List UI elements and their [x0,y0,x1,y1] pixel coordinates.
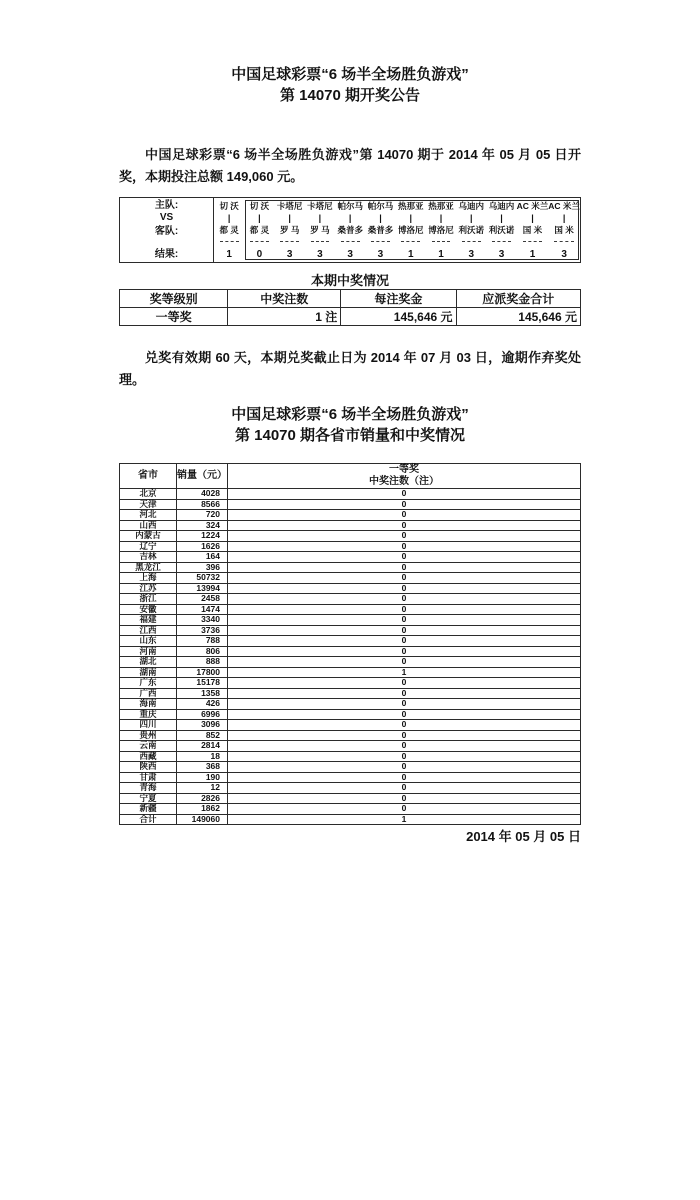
match-cell-result: 3 [468,249,475,260]
province-name-cell: 广西 [120,688,177,699]
match-cell-away: 都 灵 [249,225,270,235]
sales-amount-cell: 2814 [177,741,228,752]
sales-amount-cell: 1626 [177,541,228,552]
province-sales-table [119,463,581,825]
sales-amount-cell: 852 [177,730,228,741]
win-count-cell: 0 [228,510,581,521]
table-row [120,762,581,773]
prize-header-amount: 每注奖金 [341,290,456,308]
match-cell-vs: | [379,213,382,223]
sales-amount-cell: 164 [177,552,228,563]
prize-header-total: 应派奖金合计 [456,290,580,308]
match-cell-home: AC 米兰 [516,201,549,211]
win-count-cell: 0 [228,489,581,500]
sales-amount-cell: 1862 [177,804,228,815]
win-count-cell: 0 [228,499,581,510]
province-name-cell: 重庆 [120,709,177,720]
match-column [396,198,426,262]
table-row [120,657,581,668]
win-count-cell: 0 [228,531,581,542]
match-column [365,198,395,262]
sales-amount-cell: 12 [177,783,228,794]
row-label-away: 客队: [154,226,179,237]
win-count-cell: 0 [228,583,581,594]
redeem-notice-paragraph: 兑奖有效期 60 天，本期兑奖截止日为 2014 年 07 月 03 日，逾期作弃奖处理。 [119,350,581,387]
province-name-cell: 宁夏 [120,793,177,804]
match-cell-dash [492,241,511,248]
match-cell-home: 热那亚 [428,201,454,211]
win-count-cell: 0 [228,636,581,647]
sales-amount-cell: 2826 [177,793,228,804]
match-cell-vs: | [258,213,261,223]
match-cell-vs: | [469,213,473,223]
match-cell-home: 卡塔尼 [276,201,303,211]
match-cell-home: 卡塔尼 [307,201,333,211]
table-row [120,793,581,804]
table-row [120,604,581,615]
win-count-cell: 0 [228,709,581,720]
province-name-cell: 合计 [120,814,177,825]
province-name-cell: 新疆 [120,804,177,815]
match-cell-vs: | [439,213,443,223]
match-cell-result: 1 [226,249,232,260]
sales-amount-cell: 6996 [177,709,228,720]
win-count-cell: 1 [228,667,581,678]
match-cell-home: AC 米兰 [548,201,580,211]
province-name-cell: 河南 [120,646,177,657]
province-table-body [120,489,581,825]
match-cell-away: 国 米 [554,225,574,235]
match-cell-vs: | [531,213,534,223]
province-name-cell: 福建 [120,615,177,626]
match-cell-result: 3 [317,249,323,260]
province-name-cell: 云南 [120,741,177,752]
province-name-cell: 西藏 [120,751,177,762]
match-column [486,198,516,262]
match-cell-vs: | [288,213,291,223]
prize-header-count: 中奖注数 [228,290,341,308]
province-section-title [119,404,581,446]
match-cell-result: 1 [407,249,414,260]
table-row [120,510,581,521]
match-cell-home: 帕尔马 [337,201,363,211]
prize-table [119,289,581,326]
prize-level-cell: 一等奖 [120,308,228,326]
match-column [335,198,365,262]
win-count-cell: 0 [228,762,581,773]
sales-amount-cell: 149060 [177,814,228,825]
table-row [120,699,581,710]
province-header-name: 省市 [120,464,177,489]
match-cell-dash [341,241,360,248]
announcement-title-line1: 中国足球彩票“6 场半全场胜负游戏” [231,66,469,83]
table-row [120,741,581,752]
table-row [120,814,581,825]
win-count-cell: 1 [228,814,581,825]
sales-amount-cell: 368 [177,762,228,773]
match-cell-dash [554,241,574,248]
match-column [548,198,580,262]
table-row [120,720,581,731]
sales-amount-cell: 324 [177,520,228,531]
sales-amount-cell: 1474 [177,604,228,615]
prize-header-row [120,290,581,308]
province-name-cell: 广东 [120,678,177,689]
match-cell-result: 3 [286,249,293,260]
province-name-cell: 湖南 [120,667,177,678]
match-cell-result: 3 [561,249,567,260]
province-name-cell: 辽宁 [120,541,177,552]
table-row [120,520,581,531]
win-count-cell: 0 [228,688,581,699]
province-name-cell: 黑龙江 [120,562,177,573]
match-cell-home: 切 沃 [219,201,239,211]
document-body [119,0,581,846]
match-cell-result: 3 [377,249,384,260]
table-row [120,678,581,689]
match-column [426,198,456,262]
table-row [120,541,581,552]
table-row [120,562,581,573]
sales-amount-cell: 888 [177,657,228,668]
sales-amount-cell: 806 [177,646,228,657]
match-column [305,198,335,262]
match-cell-dash [250,241,269,248]
sales-amount-cell: 1224 [177,531,228,542]
table-row [120,625,581,636]
match-column [244,198,274,262]
province-name-cell: 山西 [120,520,177,531]
province-name-cell: 陕西 [120,762,177,773]
province-name-cell: 湖北 [120,657,177,668]
match-cell-dash [523,241,543,248]
province-header-prize-detail: 中奖注数（注） [369,476,439,487]
match-cell-result: 1 [438,249,444,260]
win-count-cell: 0 [228,741,581,752]
province-name-cell: 安徽 [120,604,177,615]
match-cell-result: 3 [347,249,353,260]
win-count-cell: 0 [228,657,581,668]
match-cell-vs: | [562,213,566,223]
match-cell-dash [280,241,299,248]
prize-amount-cell: 145,646 元 [341,308,456,326]
win-count-cell: 0 [228,552,581,563]
match-cell-away: 罗 马 [279,225,300,235]
match-cell-away: 都 灵 [219,225,239,235]
table-row [120,730,581,741]
win-count-cell: 0 [228,751,581,762]
announcement-title-line2: 第 14070 期开奖公告 [279,87,421,104]
win-count-cell: 0 [228,625,581,636]
win-count-cell: 0 [228,678,581,689]
province-header-row [120,464,581,489]
province-name-cell: 海南 [120,699,177,710]
table-row [120,552,581,563]
province-name-cell: 山东 [120,636,177,647]
match-cell-vs: | [227,213,231,223]
match-cell-result: 0 [256,249,263,260]
match-cell-dash [462,241,481,248]
table-row [120,594,581,605]
province-name-cell: 北京 [120,489,177,500]
province-name-cell: 吉林 [120,552,177,563]
table-row [120,804,581,815]
row-label-spacer [120,239,213,247]
sales-amount-cell: 18 [177,751,228,762]
match-cell-away: 利沃诺 [488,225,515,235]
win-count-cell: 0 [228,562,581,573]
match-cell-vs: | [409,213,412,223]
province-title-line1: 中国足球彩票“6 场半全场胜负游戏” [231,406,469,423]
match-cell-vs: | [348,213,352,223]
match-cell-away: 博洛尼 [428,225,454,235]
match-columns [214,198,580,262]
win-count-cell: 0 [228,699,581,710]
sales-amount-cell: 788 [177,636,228,647]
match-cell-away: 利沃诺 [458,225,485,235]
match-cell-dash [220,241,239,248]
province-header-prize [228,464,581,489]
match-cell-home: 帕尔马 [367,201,394,211]
table-row [120,688,581,699]
win-count-cell: 0 [228,720,581,731]
win-count-cell: 0 [228,793,581,804]
match-column [275,198,305,262]
win-count-cell: 0 [228,541,581,552]
province-title-line2: 第 14070 期各省市销量和中奖情况 [234,427,466,444]
match-cell-result: 3 [498,249,505,260]
match-cell-away: 国 米 [522,225,543,235]
sales-amount-cell: 2458 [177,594,228,605]
sales-amount-cell: 4028 [177,489,228,500]
sales-amount-cell: 17800 [177,667,228,678]
sales-amount-cell: 13994 [177,583,228,594]
province-name-cell: 上海 [120,573,177,584]
table-row [120,667,581,678]
sales-amount-cell: 720 [177,510,228,521]
win-count-cell: 0 [228,594,581,605]
province-header-sales: 销量（元） [177,464,228,489]
win-count-cell: 0 [228,520,581,531]
province-name-cell: 河北 [120,510,177,521]
match-cell-dash [371,241,390,248]
win-count-cell: 0 [228,772,581,783]
match-cell-dash [401,241,420,248]
province-name-cell: 内蒙古 [120,531,177,542]
win-count-cell: 0 [228,804,581,815]
match-cell-dash [432,241,451,248]
table-row [120,489,581,500]
sales-amount-cell: 190 [177,772,228,783]
table-row [120,499,581,510]
prize-total-cell: 145,646 元 [456,308,580,326]
win-count-cell: 0 [228,646,581,657]
match-column [214,198,244,262]
province-name-cell: 天津 [120,499,177,510]
sales-amount-cell: 3736 [177,625,228,636]
table-row [120,615,581,626]
match-cell-vs: | [500,213,503,223]
table-row [120,573,581,584]
sales-amount-cell: 396 [177,562,228,573]
province-name-cell: 甘肃 [120,772,177,783]
match-cell-home: 热那亚 [397,201,424,211]
win-count-cell: 0 [228,604,581,615]
match-cell-away: 桑普多 [337,225,363,235]
province-name-cell: 四川 [120,720,177,731]
match-cell-result: 1 [529,249,536,260]
prize-table-title: 本期中奖情况 [310,273,389,288]
row-label-home: 主队: [154,200,179,211]
prize-header-level: 奖等级别 [120,290,228,308]
announcement-title [119,64,581,106]
prize-data-row [120,308,581,326]
win-count-cell: 0 [228,730,581,741]
match-cell-home: 乌迪内 [458,201,485,211]
win-count-cell: 0 [228,615,581,626]
province-name-cell: 江西 [120,625,177,636]
match-cell-away: 桑普多 [367,225,394,235]
win-count-cell: 0 [228,573,581,584]
province-name-cell: 青海 [120,783,177,794]
province-name-cell: 贵州 [120,730,177,741]
match-cell-home: 切 沃 [249,201,270,211]
table-row [120,709,581,720]
match-cell-dash [311,241,330,248]
match-cell-home: 乌迪内 [488,201,515,211]
sales-amount-cell: 8566 [177,499,228,510]
intro-paragraph: 中国足球彩票“6 场半全场胜负游戏”第 14070 期于 2014 年 05 月 05 日开奖，本期投注总额 149,060 元。 [119,147,581,184]
sales-amount-cell: 3096 [177,720,228,731]
table-row [120,783,581,794]
match-row-labels [120,198,214,262]
table-row [120,646,581,657]
province-name-cell: 浙江 [120,594,177,605]
table-row [120,636,581,647]
sales-amount-cell: 3340 [177,615,228,626]
province-name-cell: 江苏 [120,583,177,594]
issue-date: 2014 年 05 月 05 日 [466,829,581,844]
match-column [456,198,486,262]
sales-amount-cell: 1358 [177,688,228,699]
row-label-vs: VS [159,212,174,223]
table-row [120,751,581,762]
sales-amount-cell: 15178 [177,678,228,689]
match-cell-away: 博洛尼 [397,225,424,235]
table-row [120,772,581,783]
table-row [120,583,581,594]
match-cell-vs: | [318,213,322,223]
sales-amount-cell: 50732 [177,573,228,584]
sales-amount-cell: 426 [177,699,228,710]
match-cell-away: 罗 马 [310,225,330,235]
match-column [517,198,549,262]
province-header-prize-group: 一等奖 [389,464,419,475]
prize-count-cell: 1 注 [228,308,341,326]
win-count-cell: 0 [228,783,581,794]
match-result-table [119,197,581,263]
table-row [120,531,581,542]
row-label-result: 结果: [154,249,179,260]
